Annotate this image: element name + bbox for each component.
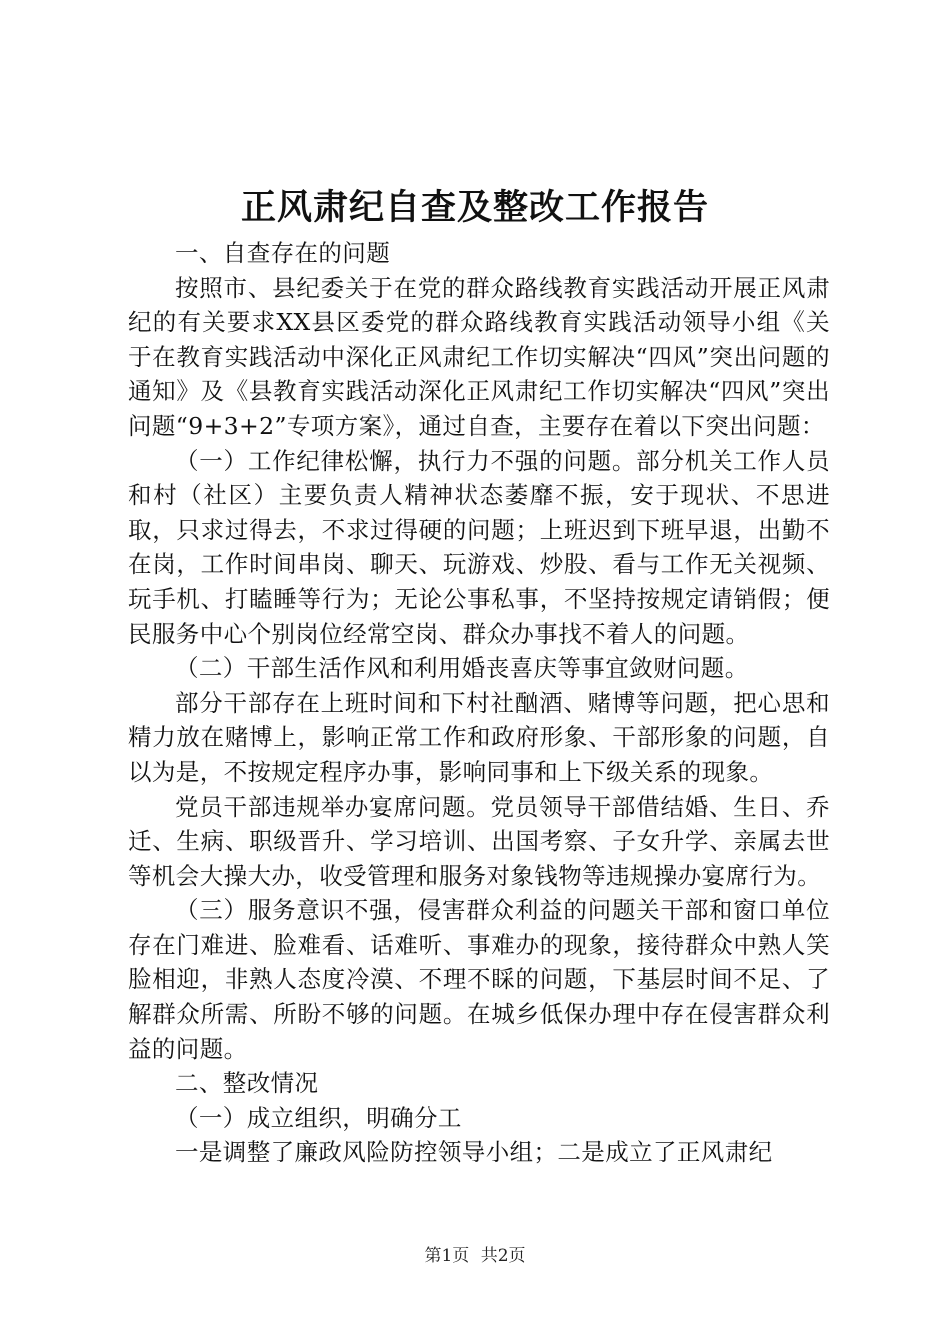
paragraph: （三）服务意识不强，侵害群众利益的问题关干部和窗口单位存在门难进、脸难看、话难听、事难办的现象，接待群众中熟人笑脸相迎，非熟人态度冷漠、不理不睬的问题，下基层时间不足、了解群众所需、所盼不够的问题。在城乡低保办理中存在侵害群众利益的问题。 bbox=[128, 896, 830, 1063]
page-total: 共2页 bbox=[480, 1246, 526, 1266]
section-heading: 二、整改情况 bbox=[175, 1069, 319, 1098]
document-body bbox=[128, 236, 830, 1170]
paragraph: 党员干部违规举办宴席问题。党员领导干部借结婚、生日、乔迁、生病、职级晋升、学习培训、出国考察、子女升学、亲属去世等机会大操大办，收受管理和服务对象钱物等违规操办宴席行为。 bbox=[128, 792, 830, 890]
page-number: 第1页 bbox=[424, 1246, 470, 1266]
subsection-heading: （二）干部生活作风和利用婚丧喜庆等事宜敛财问题。 bbox=[175, 654, 749, 683]
paragraph: 按照市、县纪委关于在党的群众路线教育实践活动开展正风肃纪的有关要求XX县区委党的群众路线教育实践活动领导小组《关于在教育实践活动中深化正风肃纪工作切实解决“四风”突出问题的通知》及《县教育实践活动深化正风肃纪工作切实解决“四风”突出问题“9+3+2”专项方案》，通过自查，主要存在着以下突出问题： bbox=[128, 273, 830, 440]
page-footer bbox=[0, 1244, 950, 1268]
paragraph: （一）工作纪律松懈，执行力不强的问题。部分机关工作人员和村（社区）主要负责人精神状态萎靡不振，安于现状、不思进取，只求过得去，不求过得硬的问题；上班迟到下班早退，出勤不在岗，工作时间串岗、聊天、玩游戏、炒股、看与工作无关视频、玩手机、打瞌睡等行为；无论公事私事，不坚持按规定请销假；便民服务中心个别岗位经常空岗、群众办事找不着人的问题。 bbox=[128, 446, 830, 648]
paragraph: 一是调整了廉政风险防控领导小组；二是成立了正风肃纪 bbox=[175, 1138, 773, 1167]
document-title: 正风肃纪自查及整改工作报告 bbox=[240, 187, 709, 228]
section-heading: 一、自查存在的问题 bbox=[175, 239, 391, 267]
paragraph: 部分干部存在上班时间和下村社酗酒、赌博等问题，把心思和精力放在赌博上，影响正常工作和政府形象、干部形象的问题，自以为是，不按规定程序办事，影响同事和上下级关系的现象。 bbox=[128, 688, 830, 786]
subsection-heading: （一）成立组织，明确分工 bbox=[175, 1103, 462, 1132]
